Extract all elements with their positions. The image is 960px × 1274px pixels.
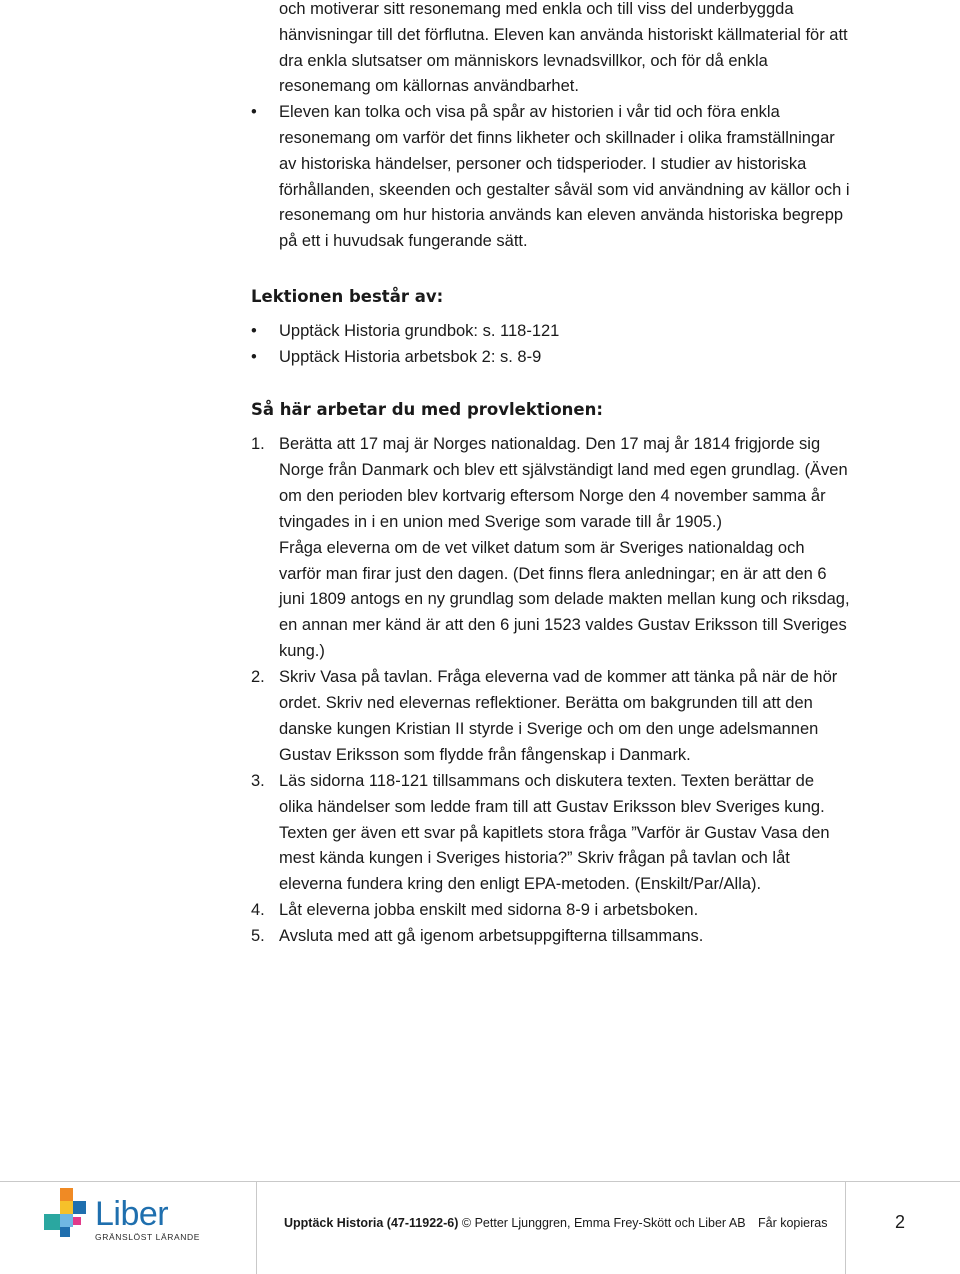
arbetar-heading: Så här arbetar du med provlektionen:: [251, 399, 603, 419]
steps-list: [251, 432, 851, 950]
lektion-item-text: Upptäck Historia grundbok: s. 118-121: [279, 321, 560, 340]
step-number: 2.: [251, 668, 265, 687]
step-paragraph: Berätta att 17 maj är Norges nationaldag. Den 17 maj år 1814 frigjorde sig Norge från Danmark och blev ett självständigt land med egen grundlag. (Även om den perioden blev kortvarig eftersom Norge den 4 november samma år tvingades in i en union med Sverige som varade till år 1905.): [279, 434, 848, 531]
page-number: 2: [895, 1212, 906, 1232]
bullet-mark: •: [251, 321, 257, 340]
logo-wordmark: Liber: [95, 1195, 169, 1233]
step-number: 5.: [251, 927, 265, 946]
criteria-bullet-item: [251, 100, 851, 255]
step-number: 3.: [251, 771, 265, 790]
footer-permission: Får kopieras: [758, 1216, 828, 1230]
bullet-mark: •: [251, 347, 257, 366]
step-item: [251, 432, 851, 665]
lektion-list: [251, 318, 851, 370]
step-paragraph: Avsluta med att gå igenom arbetsuppgifterna tillsammans.: [279, 927, 704, 946]
lektion-item-text: Upptäck Historia arbetsbok 2: s. 8-9: [279, 347, 542, 366]
footer-book-title: Upptäck Historia (47-11922-6): [284, 1216, 459, 1230]
criteria-bullet-text: Eleven kan tolka och visa på spår av historien i vår tid och föra enkla resonemang om varför det finns likheter och skillnader i olika framställningar av historiska händelser, personer och tidsperioder. I studier av historiska förhållanden, skeenden och gestalter såväl som vid användning av källor och i resonemang om hur historia används kan eleven använda historiska begrepp på ett i huvudsak fungerande sätt.: [279, 103, 850, 251]
step-item: [251, 769, 851, 899]
step-item: [251, 665, 851, 769]
criteria-bullet-list: [251, 100, 851, 255]
lektion-item: [251, 344, 851, 370]
copyright-icon: ©: [461, 1216, 472, 1230]
lektion-heading: Lektionen består av:: [251, 286, 444, 306]
step-item: [251, 924, 851, 950]
step-item: [251, 898, 851, 924]
step-number: 1.: [251, 434, 265, 453]
footer-separator: [256, 1181, 257, 1274]
main-content: [251, 0, 851, 950]
continuation-paragraph: och motiverar sitt resonemang med enkla och till viss del underbyggda hänvisningar till det förflutna. Eleven kan använda historiskt källmaterial för att dra enkla slutsatser om människors levnadsvillkor, och för då enkla resonemang om källornas användbarhet.: [279, 0, 848, 96]
footer-separator: [845, 1181, 846, 1274]
step-number: 4.: [251, 901, 265, 920]
step-paragraph: Läs sidorna 118-121 tillsammans och diskutera texten. Texten berättar de olika händelser som ledde fram till att Gustav Eriksson blev Sveriges kung. Texten ger även ett svar på kapitlets stora fråga ”Varför är Gustav Vasa den mest kända kungen i Sveriges historia?” Skriv frågan på tavlan och låt eleverna fundera kring den enligt EPA-metoden. (Enskilt/Par/Alla).: [279, 771, 830, 894]
step-paragraph: Fråga eleverna om de vet vilket datum som är Sveriges nationaldag och varför man firar just den dagen. (Det finns flera anledningar; en är att den 6 juni 1809 antogs en ny grundlag som delade makten mellan kung och riksdag, en annan mer känd är att den 6 juni 1523 valdes Gustav Eriksson till Sveriges kung.): [279, 538, 850, 661]
bullet-mark: •: [251, 103, 257, 122]
step-paragraph: Skriv Vasa på tavlan. Fråga eleverna vad de kommer att tänka på när de hör ordet. Skriv ned elevernas reflektioner. Berätta om bakgrunden till att den danske kungen Kristian II styrde i Sverige och om den unge adelsmannen Gustav Eriksson som flydde från fångenskap i Danmark.: [279, 668, 838, 764]
step-paragraph: Låt eleverna jobba enskilt med sidorna 8-9 i arbetsboken.: [279, 901, 699, 920]
logo-tagline: GRÄNSLÖST LÄRANDE: [95, 1232, 200, 1242]
lektion-item: [251, 318, 851, 344]
footer-credits: [284, 1216, 746, 1230]
footer-authors: Petter Ljunggren, Emma Frey-Skött och Liber AB: [474, 1216, 746, 1230]
footer-divider-line: [0, 1181, 960, 1182]
